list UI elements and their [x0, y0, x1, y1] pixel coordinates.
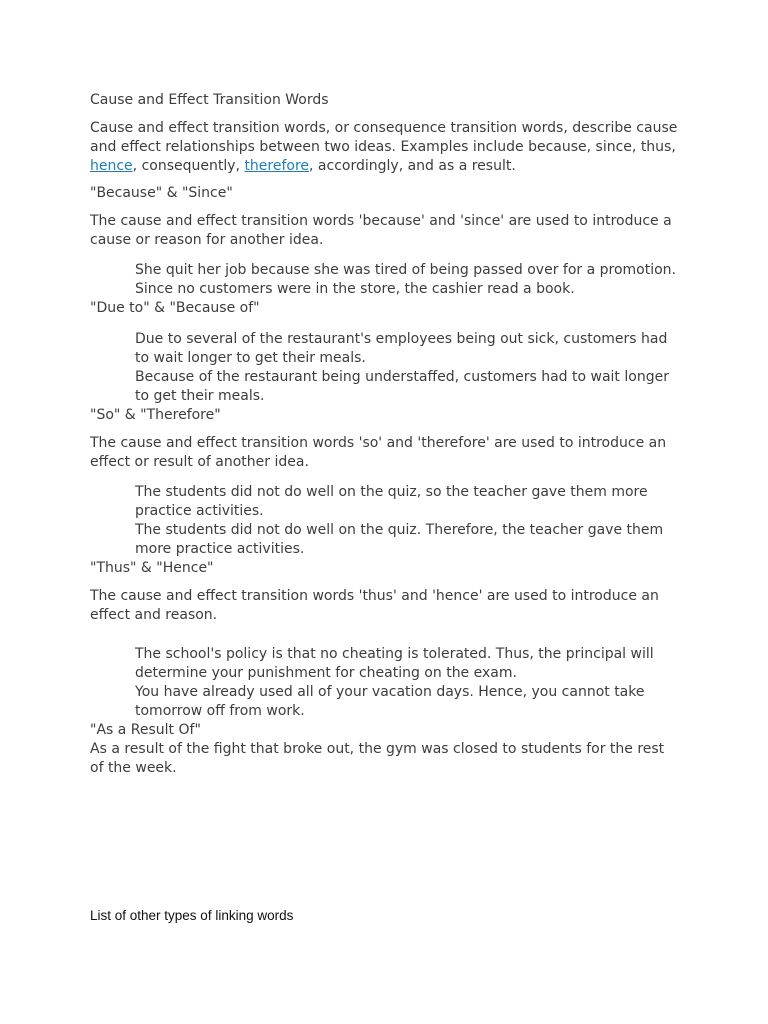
section-description-because-since: The cause and effect transition words 'because' and 'since' are used to introduce a cause or reason for another idea. — [90, 213, 672, 248]
section-description-thus-hence: The cause and effect transition words 'thus' and 'hence' are used to introduce an effect and reason. — [90, 588, 659, 623]
intro-text-part2: , consequently, — [132, 158, 245, 174]
example-sentence: You have already used all of your vacation days. Hence, you cannot take tomorrow off from work. — [135, 684, 645, 719]
intro-text-part1: Cause and effect transition words, or consequence transition words, describe cause and effect relationships between two ideas. Examples include because, since, thus, — [90, 120, 678, 155]
example-sentence: Since no customers were in the store, the cashier read a book. — [135, 281, 575, 297]
section-heading-so-therefore: "So" & "Therefore" — [90, 407, 221, 423]
intro-text-part3: , accordingly, and as a result. — [309, 158, 516, 174]
example-sentence: The students did not do well on the quiz. Therefore, the teacher gave them more practice activities. — [135, 522, 664, 557]
section-description-so-therefore: The cause and effect transition words 'so' and 'therefore' are used to introduce an effect or result of another idea. — [90, 435, 667, 470]
therefore-link[interactable]: therefore — [244, 158, 310, 174]
section-heading-because-since: "Because" & "Since" — [90, 185, 233, 201]
example-sentence: She quit her job because she was tired of being passed over for a promotion. — [135, 262, 677, 278]
example-sentence: Due to several of the restaurant's employees being out sick, customers had to wait longer to get their meals. — [135, 331, 668, 366]
section-heading-due-to: "Due to" & "Because of" — [90, 300, 260, 316]
footer-text: List of other types of linking words — [90, 908, 294, 923]
intro-paragraph — [90, 119, 682, 176]
section-heading-as-a-result-of: "As a Result Of" — [90, 722, 201, 738]
document-body — [90, 91, 682, 778]
example-sentence-as-a-result-of: As a result of the fight that broke out, the gym was closed to students for the rest of the week. — [90, 741, 665, 776]
example-sentence: Because of the restaurant being understaffed, customers had to wait longer to get their meals. — [135, 369, 669, 404]
example-sentence: The school's policy is that no cheating is tolerated. Thus, the principal will determine your punishment for cheating on the exam. — [135, 646, 654, 681]
hence-link[interactable]: hence — [90, 158, 133, 174]
page-title: Cause and Effect Transition Words — [90, 92, 329, 108]
section-heading-thus-hence: "Thus" & "Hence" — [90, 560, 214, 576]
example-sentence: The students did not do well on the quiz, so the teacher gave them more practice activities. — [135, 484, 648, 519]
